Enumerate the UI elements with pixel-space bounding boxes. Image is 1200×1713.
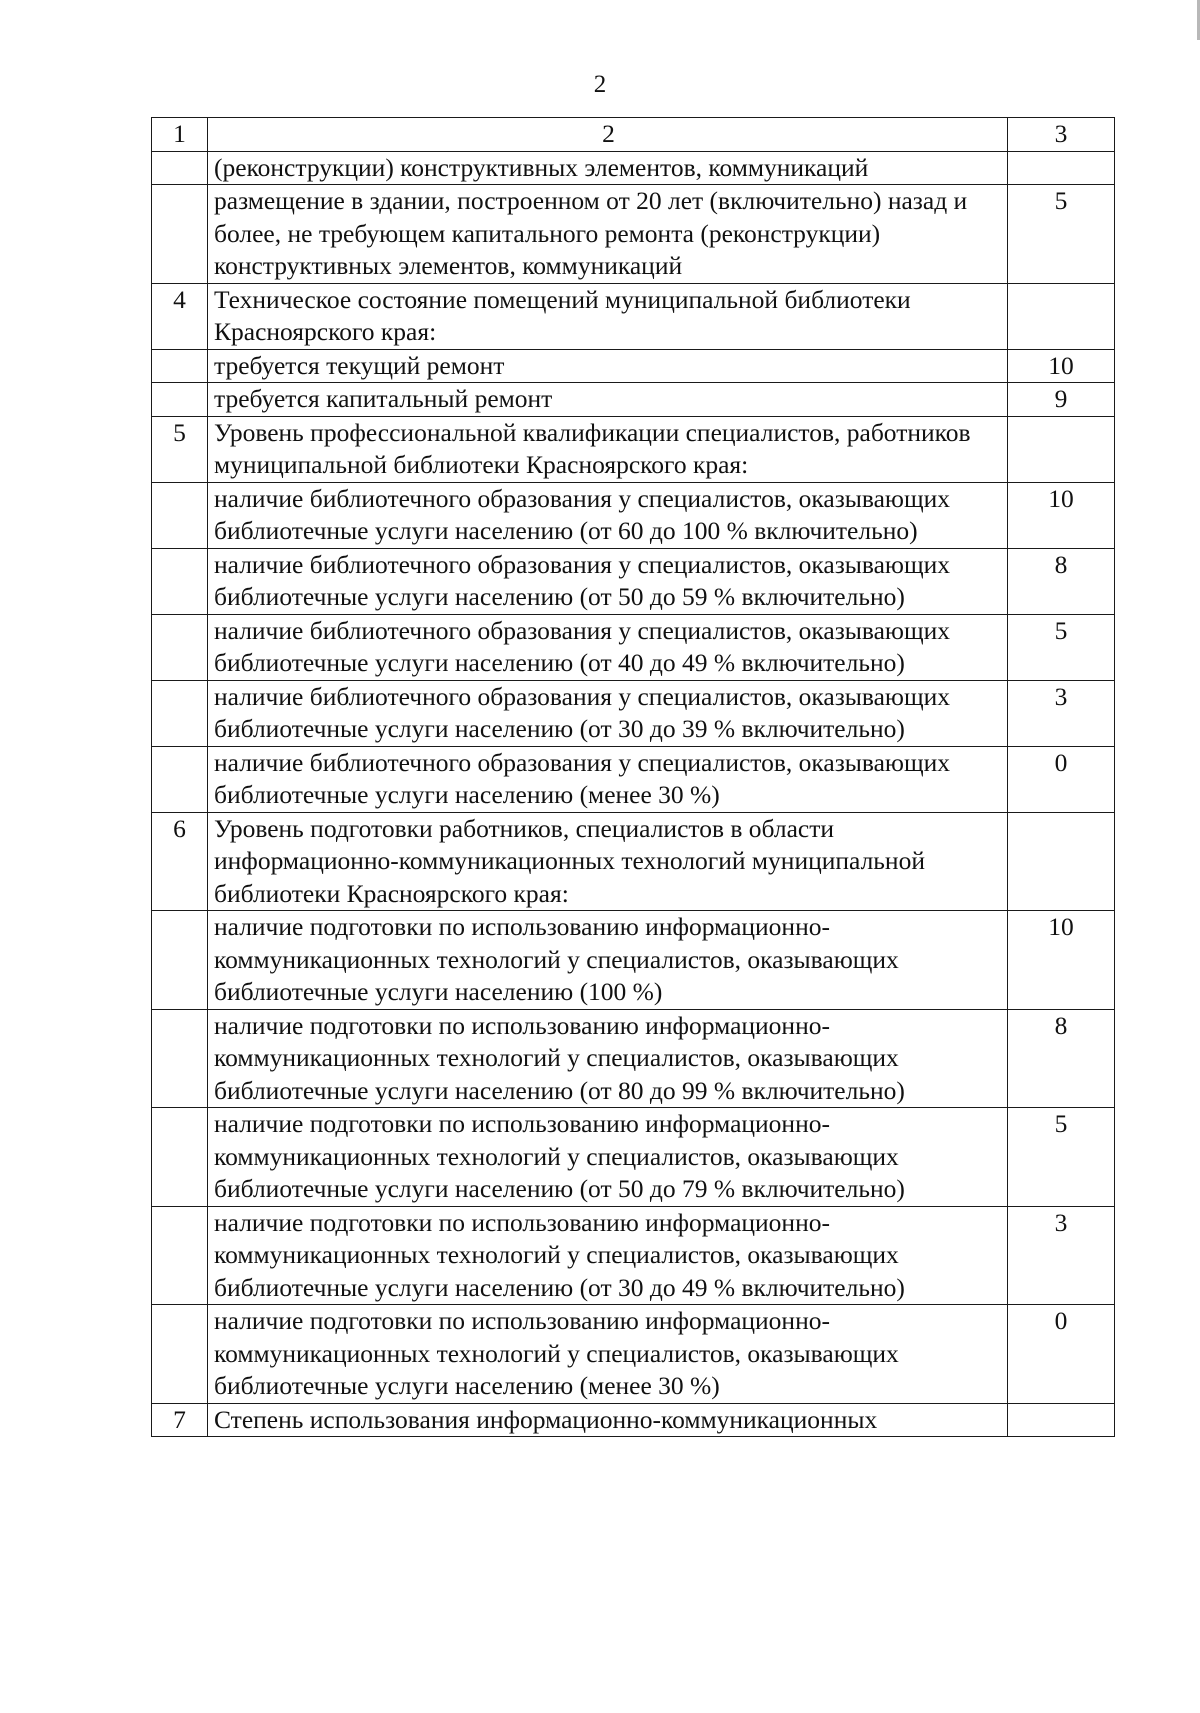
row-number (152, 383, 208, 417)
table-row (152, 1206, 1115, 1305)
table-row (152, 1305, 1115, 1404)
header-col-2: 2 (208, 118, 1008, 152)
table-row (152, 614, 1115, 680)
row-text: наличие библиотечного образования у специалистов, оказывающих библиотечные услуги населению (от 40 до 49 % включительно) (208, 614, 1008, 680)
table-row (152, 283, 1115, 349)
row-points: 5 (1008, 614, 1115, 680)
row-text: Техническое состояние помещений муниципальной библиотеки Красноярского края: (208, 283, 1008, 349)
row-number (152, 1108, 208, 1207)
page-number: 2 (593, 71, 607, 98)
row-text: наличие подготовки по использованию информационно-коммуникационных технологий у специалистов, оказывающих библиотечные услуги населению (от 30 до 49 % включительно) (208, 1206, 1008, 1305)
table-row (152, 548, 1115, 614)
row-points: 5 (1008, 185, 1115, 284)
row-text: наличие библиотечного образования у специалистов, оказывающих библиотечные услуги населению (от 30 до 39 % включительно) (208, 680, 1008, 746)
row-points: 10 (1008, 911, 1115, 1010)
row-points: 3 (1008, 1206, 1115, 1305)
row-text: требуется капитальный ремонт (208, 383, 1008, 417)
row-number (152, 548, 208, 614)
row-points: 3 (1008, 680, 1115, 746)
row-text: наличие подготовки по использованию информационно-коммуникационных технологий у специалистов, оказывающих библиотечные услуги населению (от 50 до 79 % включительно) (208, 1108, 1008, 1207)
row-text: наличие библиотечного образования у специалистов, оказывающих библиотечные услуги населению (от 60 до 100 % включительно) (208, 482, 1008, 548)
table-row (152, 911, 1115, 1010)
table-header-row (152, 118, 1115, 152)
header-col-3: 3 (1008, 118, 1115, 152)
row-text: Уровень профессиональной квалификации специалистов, работников муниципальной библиотеки Красноярского края: (208, 416, 1008, 482)
row-points (1008, 416, 1115, 482)
row-number (152, 680, 208, 746)
row-points (1008, 151, 1115, 185)
header-col-1: 1 (152, 118, 208, 152)
row-text: наличие библиотечного образования у специалистов, оказывающих библиотечные услуги населению (от 50 до 59 % включительно) (208, 548, 1008, 614)
row-number (152, 1305, 208, 1404)
row-number (152, 349, 208, 383)
row-text: размещение в здании, построенном от 20 лет (включительно) назад и более, не требующем капитального ремонта (реконструкции) конструктивных элементов, коммуникаций (208, 185, 1008, 284)
row-text: Степень использования информационно-коммуникационных (208, 1403, 1008, 1437)
row-number (152, 151, 208, 185)
row-number (152, 746, 208, 812)
row-points: 0 (1008, 746, 1115, 812)
row-points: 8 (1008, 1009, 1115, 1108)
row-number: 5 (152, 416, 208, 482)
row-points: 5 (1008, 1108, 1115, 1207)
table-row (152, 812, 1115, 911)
row-points: 9 (1008, 383, 1115, 417)
table-row (152, 383, 1115, 417)
table-row (152, 185, 1115, 284)
table-row (152, 1403, 1115, 1437)
row-number (152, 614, 208, 680)
row-points (1008, 1403, 1115, 1437)
table-row (152, 482, 1115, 548)
row-text: наличие подготовки по использованию информационно-коммуникационных технологий у специалистов, оказывающих библиотечные услуги населению (от 80 до 99 % включительно) (208, 1009, 1008, 1108)
row-points (1008, 283, 1115, 349)
table-row (152, 349, 1115, 383)
row-text: наличие подготовки по использованию информационно-коммуникационных технологий у специалистов, оказывающих библиотечные услуги населению (100 %) (208, 911, 1008, 1010)
row-number: 7 (152, 1403, 208, 1437)
row-text: (реконструкции) конструктивных элементов, коммуникаций (208, 151, 1008, 185)
row-text: наличие библиотечного образования у специалистов, оказывающих библиотечные услуги населению (менее 30 %) (208, 746, 1008, 812)
row-points: 0 (1008, 1305, 1115, 1404)
table-row (152, 746, 1115, 812)
row-number: 4 (152, 283, 208, 349)
row-points: 10 (1008, 482, 1115, 548)
row-points: 8 (1008, 548, 1115, 614)
row-text: Уровень подготовки работников, специалистов в области информационно-коммуникационных технологий муниципальной библиотеки Красноярского края: (208, 812, 1008, 911)
row-points (1008, 812, 1115, 911)
table-row (152, 151, 1115, 185)
table-row (152, 680, 1115, 746)
row-number (152, 482, 208, 548)
row-points: 10 (1008, 349, 1115, 383)
row-number (152, 1206, 208, 1305)
table-row (152, 416, 1115, 482)
row-number (152, 185, 208, 284)
row-number: 6 (152, 812, 208, 911)
row-number (152, 911, 208, 1010)
table-row (152, 1108, 1115, 1207)
table-row (152, 1009, 1115, 1108)
row-text: наличие подготовки по использованию информационно-коммуникационных технологий у специалистов, оказывающих библиотечные услуги населению (менее 30 %) (208, 1305, 1008, 1404)
row-text: требуется текущий ремонт (208, 349, 1008, 383)
row-number (152, 1009, 208, 1108)
criteria-table (151, 117, 1115, 1437)
